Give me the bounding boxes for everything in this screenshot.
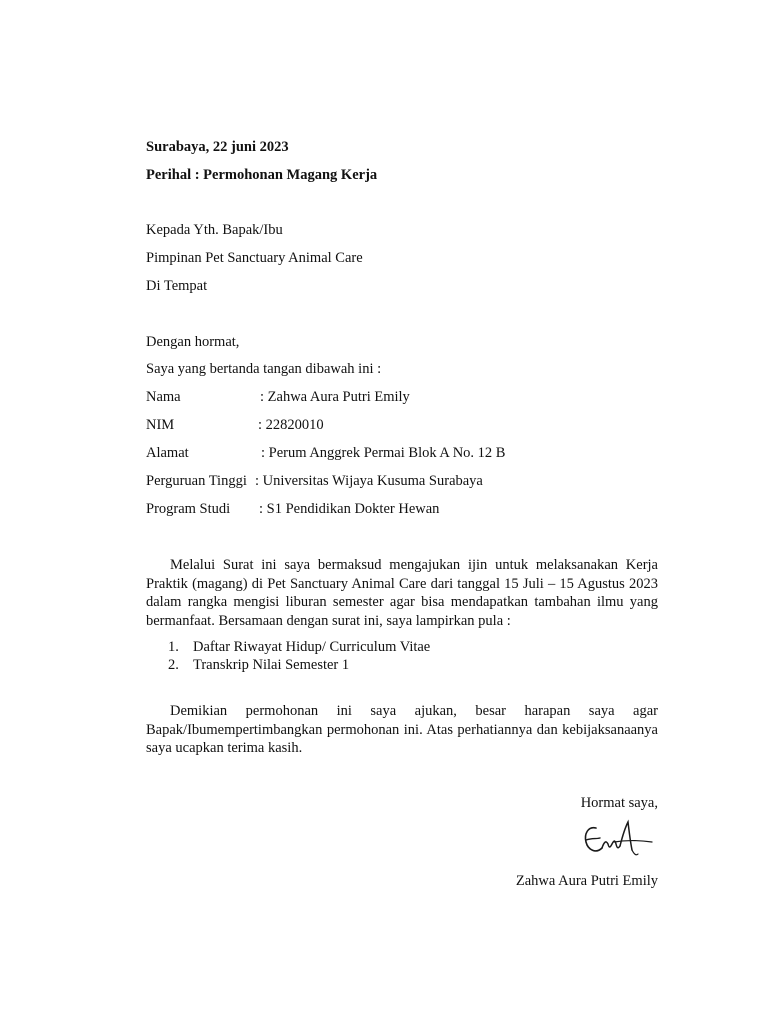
- identity-row-program: [146, 500, 439, 518]
- name-label: Nama: [146, 389, 181, 405]
- recipient-line-1: Kepada Yth. Bapak/Ibu: [146, 222, 283, 238]
- university-label: Perguruan Tinggi: [146, 473, 247, 489]
- recipient-line-2: Pimpinan Pet Sanctuary Animal Care: [146, 250, 363, 266]
- attachment-list: [168, 638, 430, 674]
- body-paragraph-2: Demikian permohonan ini saya ajukan, besar harapan saya agar Bapak/Ibumempertimbangkan permohonan ini. Atas perhatiannya dan kebijaksanaanya saya ucapkan terima kasih.: [146, 703, 658, 756]
- identity-row-university: [146, 472, 483, 490]
- signer-name: Zahwa Aura Putri Emily: [515, 873, 658, 889]
- body-paragraph-1: Melalui Surat ini saya bermaksud mengajukan ijin untuk melaksanakan Kerja Praktik (magang) di Pet Sanctuary Animal Care dari tanggal 15 Juli – 15 Agustus 2023 dalam rangka mengisi liburan semester agar bisa mendapatkan tambahan ilmu yang bermanfaat. Bersamaan dengan surat ini, saya lampirkan pula :: [146, 557, 658, 629]
- closing-salutation: Hormat saya,: [580, 795, 658, 811]
- name-value: : Zahwa Aura Putri Emily: [260, 389, 410, 405]
- subject-line: Perihal : Permohonan Magang Kerja: [146, 167, 378, 183]
- identity-row-name: [146, 388, 410, 406]
- list-item: 2. Transkrip Nilai Semester 1: [168, 657, 350, 673]
- nim-value: : 22820010: [258, 417, 324, 433]
- address-label: Alamat: [146, 445, 189, 461]
- nim-label: NIM: [146, 417, 175, 433]
- greeting: Dengan hormat,: [146, 334, 240, 350]
- list-item: 1. Daftar Riwayat Hidup/ Curriculum Vitae: [168, 639, 431, 655]
- university-value: : Universitas Wijaya Kusuma Surabaya: [255, 473, 483, 489]
- identity-row-nim: [146, 416, 324, 434]
- recipient-line-3: Di Tempat: [146, 278, 208, 294]
- program-label: Program Studi: [146, 501, 231, 517]
- handwritten-signature: [578, 818, 658, 864]
- intro-line: Saya yang bertanda tangan dibawah ini :: [146, 361, 382, 377]
- address-value: : Perum Anggrek Permai Blok A No. 12 B: [261, 445, 506, 461]
- date-line: Surabaya, 22 juni 2023: [146, 139, 289, 155]
- identity-row-address: [146, 444, 505, 462]
- program-value: : S1 Pendidikan Dokter Hewan: [259, 501, 440, 517]
